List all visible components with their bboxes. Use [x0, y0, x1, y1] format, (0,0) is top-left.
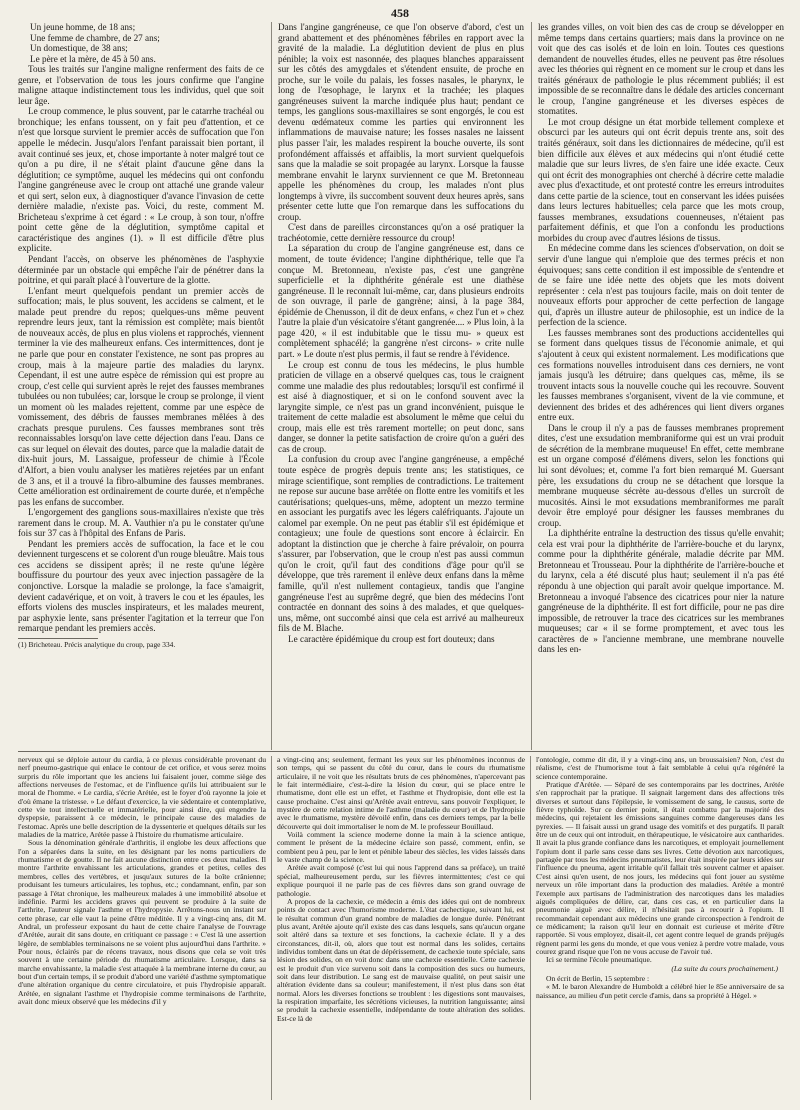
section-divider	[18, 751, 784, 752]
page-number: 458	[391, 6, 409, 20]
column-divider	[531, 22, 532, 750]
paragraph: l'ontologie, comme dit dit, il y a vingt-cinq ans, un broussaisien? Non, c'est du réalisme, c'est de l'humorisme tout à fait semblable à celui qu'a régénéré la science contemporaine.	[536, 756, 784, 781]
paragraph: A propos de la cachexie, ce médecin a émis des idées qui ont de nombreux points de contact avec l'humorisme moderne. L'état cachectique, suivant lui, est le résultat commun d'un grand nombre de maladies de longue durée. Pénétrant plus avant, Arétée ajoute qu'il existe des cas dans lesquels, sans qu'aucun organe soit altéré dans sa texture et ses fonctions, la cachexie éclate. Il y a des circonstances, dit-il, où, alors que tout est normal dans les solides, certains individus tombent dans un état de dépérissement, de cachexie toute spéciale, sans lésion des solides, on en voit donc dans une cachexie essentielle. Cette cachexie est le produit d'un vice survenu soit dans la composition des sucs ou humeurs, soit dans leur distribution. Le sang est de mauvaise qualité, on peut saisir une altération évidente dans sa couleur; manifestement, il n'est plus dans son état normal. Alors les diverses fonctions se troublent : les digestions sont mauvaises, la respiration imparfaite, les sécrétions vicieuses, la nutrition languissante; ainsi se produit la cachexie essentielle, indépendante de toute altération des solides. Est-ce là de	[277, 896, 525, 1023]
paragraph: Dans l'angine gangréneuse, ce que l'on observe d'abord, c'est un grand abattement et des phénomènes fébriles en rapport avec la gravité de la maladie. La déglutition devient de plus en plus pénible; la voix est nasonnée, des plaques blanches apparaissent sur les côtés des amygdales et s'étendent ensuite, de proche en proche, sur le voile du palais, les fosses nasales, le pharynx, le long de l'œsophage, le larynx et la trachée; les plaques gangréneuses suivent la marche indiquée plus haut; pendant ce temps, les ganglions sous-maxillaires se sont engorgés, le cou est devenu œdémateux comme les parties qui environnent les inflammations de mauvaise nature; les fosses nasales ne laissent plus passer l'air, les malades respirent la bouche ouverte, ils sont profondément affaissés et affaiblis, la mort survient quelquefois sans que la maladie se soit propagée au larynx. Lorsque la fausse membrane envahit le larynx surviennent ce que M. Bretonneau appelle les phénomènes du croup, les malades n'ont plus longtemps à vivre, ils succombent souvent deux heures après, sans présenter cette lutte que l'on remarque dans les suffocations du croup.	[278, 22, 524, 222]
paragraph: Le caractère épidémique du croup est fort douteux; dans	[288, 633, 495, 644]
paragraph: Le croup est connu de tous les médecins, le plus humble praticien de village en a observé quelques cas, tous le craignent comme une maladie des plus redoutables; lorsqu'il est confirmé il est aisé à diagnostiquer, et si on le confond souvent avec la laryngite simple, ce n'est pas un grand inconvénient, puisque le traitement de cette maladie est absolument le même que celui du croup, mais elle est très rarement mortelle; on peut donc, sans danger, se donner la petite satisfaction de croire qu'on a guéri des cas de croup.	[278, 359, 524, 454]
paragraph: Ici se termine l'école pneumatique.	[546, 955, 652, 965]
lower-column-2	[277, 756, 525, 1100]
paragraph: a vingt-cinq ans; seulement, fermant les yeux sur les phénomènes inconnus de son temps, qui se passent du côté du cœur, dans le cours du rhumatisme articulaire, il ne voit que les résultats bruts de ces phénomènes, n'apercevant pas le fait intermédiaire, c'est-à-dire la lésion du cœur, qui se place entre le rhumatisme, dont elle est un effet, et l'asthme et l'hydropisie, dont elle est la cause prochaine. C'est ainsi qu'Arétée avait entrevu, sans pouvoir l'expliquer, le mystère de cette relation intime de l'asthme (maladie du cœur) et de l'hydropisie avec le rhumatisme, mystère dévoilé enfin, dans ces derniers temps, par la belle découverte qui doit immortaliser le nom de M. le professeur Bouillaud.	[277, 756, 525, 831]
column-divider	[271, 22, 272, 750]
lower-column-1	[18, 756, 266, 1100]
lower-column-3	[536, 756, 784, 1100]
paragraph: L'engorgement des ganglions sous-maxillaires n'existe que très rarement dans le croup. M. A. Vauthier n'a pu le constater qu'une fois sur 37 cas à l'hôpital des Enfans de Paris.	[18, 507, 264, 539]
upper-column-1	[18, 22, 264, 750]
footnote-rule	[18, 638, 98, 639]
list-item: Un domestique, de 38 ans;	[30, 43, 128, 54]
upper-article	[18, 22, 784, 750]
lower-article	[18, 756, 784, 1100]
paragraph: Sous la dénomination générale d'arthritis, il englobe les deux affections que l'on a séparées dans la suite, en les désignant par les noms particuliers de rhumatisme et de goutte. Il ne fait aucune distinction entre ces deux maladies. Il montre l'arthrite envahissant les articulations, grandes et petites, celles des membres, celles des vertèbres, et jusqu'aux sutures de la boîte crânienne; produisant les tumeurs articulaires, les tophus, etc.; condamnant, enfin, par son passage à l'état chronique, les malheureux malades à une immobilité absolue et indéfinie. Parmi les accidens graves qui peuvent se produire à la suite de l'arthrite, l'auteur signale l'asthme et l'hydropysie. Arrêtons-nous un instant sur cette phrase, car elle vaut la peine d'être méditée. Il y a vingt-cinq ans, dit M. Andral, un professeur exposant du haut de cette chaire l'analyse de l'ouvrage d'Arétée, aurait dit sans doute, en critiquant ce passage : « C'est là une assertion légère, de semblables terminaisons ne se voient plus aujourd'hui dans l'arthrite. » Pour nous, éclairés par de récens travaux, nous disons que cela se voit très souvent à une certaine période du rhumatisme articulaire. Lorsque, dans sa marche envahissante, la maladie s'est attaquée à la membrane interne du cœur, au bout d'un certain temps, il se produit d'abord une variété d'asthme symptomatique d'une altération organique du centre circulatoire, et puis l'hydropisie apparaît. Arétée, en signalant l'asthme et l'hydropisie comme terminaisons de l'arthrite, avait donc mieux observé que les médecins d'il y	[18, 838, 266, 1006]
paragraph: Dans le croup il n'y a pas de fausses membranes proprement dites, c'est une exsudation membraniforme qui est un vrai produit de sécrétion de la membrane muqueuse! En effet, cette membrane est un organe composé d'élémens divers, selon les fonctions qui lui sont dévolues; et, comme l'a fort bien remarqué M. Guersant père, les exsudations du croup ne se détachent que lorsque la membrane muqueuse sécrète au-dessous d'elles un surcroît de mucosités. Ainsi le mot exsudations membraniformes me paraît devoir être employé pour désigner les fausses membranes du croup.	[538, 422, 784, 528]
news-item: « M. le baron Alexandre de Humboldt a célébré hier le 85e anniversaire de sa naissance, au milieu d'un petit cercle d'amis, dans sa propriété à Hégel. »	[536, 982, 784, 1000]
paragraph: C'est dans de pareilles circonstances qu'on a osé pratiquer la trachéotomie, cette dernière ressource du croup!	[278, 222, 524, 243]
paragraph: Pratique d'Arétée. — Séparé de ses contemporains par les doctrines, Arétée s'en rapprochait par la pratique. Il saignait largement dans des affections très diverses et surtout dans l'épilepsie, le vomissement de sang, le causus, sorte de fièvre typhoïde. Sur ce dernier point, il était combattu par la majorité des médecins, qui rejetaient les émissions sanguines comme dangereuses dans les pyrexies. — Il faisait aussi un grand usage des vomitifs et des purgatifs. Il paraît être un de ceux qui ont introduit, en thérapeutique, le vésicatoire aux cantharides. Il avait la plus grande confiance dans les narcotiques, et employait journellement l'opium dont il parle sans cesse dans ses livres. Cette dévotion aux narcotiques, partagée par tous les médecins pneumatistes, leur était inspirée par leurs idées sur l'influence du pneuma, agent irritable qu'il fallait très souvent calmer et apaiser. C'est ainsi qu'en usent, de nos jours, les médecins qui font jouer au système nerveux un rôle important dans la production des maladies. Arétée a montré l'exemple aux partisans de l'administration des narcotiques dans les maladies aiguës compliquées de délire, car, dans ces cas, et en particulier dans la pneumonie aiguë avec délire, il n'hésitait pas à recourir à l'opium. Il recommandait cependant aux médecins une grande circonspection à l'endroit de ce médicament; la raison qu'il leur en donnait est curieuse et mérite d'être rapportée. Si vous employez, disait-il, cet agent contre lequel de grands préjugés règnent parmi les gens du monde, et que vous veniez à perdre votre malade, vous courez grand risque que l'on ne vous accuse de l'avoir tué.	[536, 780, 784, 956]
paragraph: La diphthérite entraîne la destruction des tissus qu'elle envahit; cela est vrai pour la diphthérite de l'arrière-bouche et du larynx, comme pour la diphthérite générale, maladie décrite par MM. Bretonneau et Trousseau. Pour la diphthérite de l'arrière-bouche et du larynx, cela a été discuté plus haut; seulement il n'a pas été répondu à une objection qui paraît avoir quelque importance. M. Bretonneau a invoqué l'absence des cicatrices pour nier la nature gangréneuse de la diphthérite. Il est fort difficile, pour ne pas dire impossible, de retrouver la trace des cicatrices sur les membranes muqueuses; car « il se forme promptement, et avec tous les caractères de » l'ancienne membrane, une membrane nouvelle dans les en-	[538, 528, 784, 655]
victim-list	[18, 22, 264, 64]
upper-column-3	[538, 22, 784, 750]
list-item: Le père et la mère, de 45 à 50 ans.	[30, 53, 156, 64]
paragraph: Pendant les premiers accès de suffocation, la face et le cou deviennent turgescens et se colorent d'un rouge bleuâtre. Mais tous ces accidens se dissipent après; il ne reste qu'une légère bouffissure du pourtour des yeux avec injection passagère de la conjonctive. Lorsque la maladie se prolonge, la face s'amaigrit, devient cadavérique, et on voit, à travers le cou et les épaules, les efforts violens des muscles inspirateurs, et les malades meurent, par asphyxie lente, sans présenter l'agitation et la terreur que l'on remarque pendant les premiers accès.	[18, 538, 264, 634]
paragraph: Le croup commence, le plus souvent, par le catarrhe trachéal ou bronchique; les enfans toussent, on y fait peu d'attention, et ce n'est que lorsque survient le premier accès de suffocation que l'on appelle le médecin. Jusqu'alors l'enfant paraissait bien portant, il avait continué ses jeux, et, chose importante à noter malgré tout ce qu'on a pu dire, il ne s'était plaint d'aucune gêne dans la déglutition; ce symptôme, auquel les médecins qui ont confondu l'angine gangréneuse avec le croup ont attaché une grande valeur et qui sert, selon eux, à diagnostiquer d'avance l'invasion de cette dernière maladie, n'existe pas. Voici, du reste, comment M. Bricheteau s'exprime à cet égard : « Le croup, à son tour, n'offre point cette gêne de la déglutition, symptôme capital et caractéristique des angines (1). » Il est difficile d'être plus explicite.	[18, 106, 264, 254]
paragraph: les grandes villes, on voit bien des cas de croup se développer en même temps dans certains quartiers; mais dans la province on ne voit que des cas isolés et de loin en loin. Toutes ces questions demandent de nouvelles études, elles ne peuvent pas être résolues avec les théories qui règnent en ce moment sur le croup et dans les traités généraux de pathologie le plus récemment publiés; il est impossible de se reconnaître dans le dédale des articles concernant le croup, l'angine gangréneuse et les diverses espèces de stomatites.	[538, 22, 784, 117]
paragraph: Pendant l'accès, on observe les phénomènes de l'asphyxie déterminée par un obstacle qui empêche l'air de pénétrer dans la poitrine, et qui paraît placé à l'ouverture de la glotte.	[18, 254, 264, 286]
paragraph: Le mot croup désigne un état morbide tellement complexe et obscurci par les auteurs qui ont écrit depuis trente ans, soit des traités généraux, soit dans les dictionnaires de médecine, qu'il est bien difficile aux élèves et aux médecins qui n'ont étudié cette maladie que sur leurs livres, de s'en faire une idée exacte. Ceux qui ont écrit des monographies ont cherché à décrire cette maladie avec plus d'exactitude, et ont protesté contre les erreurs introduites dans cette partie de la science, tout en conservant les idées puisées dans leurs lectures habituelles; cela parce que les mots croup, fausses membranes, exsudations couenneuses, n'étaient pas parfaitement définis, et que l'on a confondu les productions morbides du croup avec d'autres lésions de tissus.	[538, 116, 784, 243]
footnote: (1) Bricheteau. Précis analytique du croup, page 334.	[18, 639, 176, 649]
paragraph: nerveux qui se déploie autour du cardia, à ce plexus considérable provenant du nerf pneumo-gastrique qui enlace le contour de cet orifice, et vous serez moins surpris du rôle important que les anciens lui faisaient jouer, comme siège des affections nerveuses de l'estomac, et de l'influence qu'ils lui attribuaient sur le moral de l'homme. « Le cardia, s'écrie Arétée, est le foyer d'où rayonne la joie et d'où émane la tristesse. » Le défaut d'exercice, la vie sédentaire et contemplative, cette vie tout intellectuelle et immatérielle, pour ainsi dire, qui engendre la dyspepsie, paraissent à ce médecin, le principale cause des maladies de l'estomac. Après une belle description de la dyssenterie et quelques détails sur les maladies de la matrice, Arétée passe à l'histoire du rhumatisme articulaire.	[18, 756, 266, 840]
upper-column-2	[278, 22, 524, 750]
paragraph: L'enfant meurt quelquefois pendant un premier accès de suffocation; mais, le plus souvent, les accidens se calment, et le malade peut prendre du repos; quelques-uns même peuvent reprendre leurs jeux, tant la rémission est complète; mais bientôt de nouveaux accès, de plus en plus violens et rapprochés, viennent terminer la vie des malheureux enfans. Ces intermittences, dont je ne parle que pour en constater l'existence, ne sont pas propres au croup, mais à la majeure partie des maladies du larynx. Cependant, il est une autre espèce de rémission qui est propre au croup, c'est celle qui survient après le rejet des fausses membranes tubulées ou non tubulées; car, lorsque le croup se prolonge, il vient un moment où les malades rejettent, comme par une espèce de vomissement, des débris de fausses membranes mêlées à des crachats presque purulens. Ces fausses membranes sont très reconnaissables lorsqu'on lave cette déjection dans l'eau. Dans ce cas sur lequel on élevait des doutes, parce que la maladie datait de dix-huit jours, M. Lassaigue, professeur de chimie à l'École d'Alfort, a bien voulu analyser les matières rejetées par un enfant de 3 ans, et il a trouvé la fibro-albumine des fausses membranes. Cette amélioration est ordinairement de courte durée, et n'empêche pas les enfans de succomber.	[18, 285, 264, 507]
news-dateline: On écrit de Berlin, 15 septembre :	[546, 973, 650, 983]
paragraph: Voilà comment la science moderne donne la main à la science antique, comment le présent de la médecine éclaire son passé, comment, enfin, se combient peu à peu, par le lent et pénible labeur des siècles, les vides laissés dans le vaste champ de la science.	[277, 830, 525, 865]
list-item: Une femme de chambre, de 27 ans;	[30, 32, 160, 43]
continuation-note: (La suite du cours prochainement.)	[671, 963, 778, 973]
paragraph: En médecine comme dans les sciences d'observation, on doit se servir d'une langue qui n'emploie que des termes précis et non équivoques; sans cette condition il est impossible de s'entendre et de se faire une idée nette des objets que les mots doivent représenter : cela n'est pas toujours facile, mais on doit tenter de nouveaux efforts pour approcher de cette perfection de langage qui, d'après un illustre auteur de philosophie, est un indice de la perfection de la science.	[538, 243, 784, 328]
list-item: Un jeune homme, de 18 ans;	[30, 22, 136, 32]
paragraph: La séparation du croup de l'angine gangréneuse est, dans ce moment, de toute évidence; l'angine diphthérique, telle que l'a conçue M. Bretonneau, n'existe pas, c'est une gangrène superficielle et la diphthérite générale est une diathèse gangréneuse. Il le reconnaît lui-même, car, dans plusieurs endroits de son ouvrage, il parle de gangrène; ainsi, à la page 384, épidémie de Chenusson, il dit de deux enfans, « chez l'un et » chez l'autre la plaie d'un vésicatoire s'étant gangrenée.... » Plus loin, à la page 420, « il est indubitable que le tissu mu- » queux est complètement sphacélé; la gangrène n'est circons- » crite nulle part. » Le doute n'est plus permis, il faut se rendre à l'évidence.	[278, 243, 524, 359]
paragraph: La confusion du croup avec l'angine gangréneuse, a empêché toute espèce de progrès depuis trente ans; les statistiques, ce mirage scientifique, sont remplies de contradictions. Le traitement ne repose sur aucune base arrêtée on flotte entre les vomitifs et les cautérisations; quelques-uns, même, adoptent un mezzo termine en associant les purgatifs avec les légers caléfriquants. J'ajoute un calomel par exemple. On ne peut pas établir s'il est épidémique et contagieux; une foule de questions sont encore à éclaircir. En adoptant la distinction que je cherche à faire prévaloir, on pourra s'assurer, par l'observation, que le croup n'est pas aussi commun qu'on le croit, qu'il faut des conditions d'âge pour qu'il se développe, que très rarement il enlève deux enfans dans la même famille, qu'il n'est nullement contagieux, tandis que l'angine gangréneuse l'est au suprême degré, que bien des médecins l'ont contractée en donnant des soins à des malades, et que quelques-uns, même, ont succombé ainsi que cela est arrivé au malheureux fils de M. Blache.	[278, 454, 524, 634]
paragraph: Arétée avait composé (c'est lui qui nous l'apprend dans sa préface), un traité spécial, malheureusement perdu, sur les fièvres intermittentes; c'est ce qui explique pourquoi il ne parle pas de ces fièvres dans son grand ouvrage de pathologie.	[277, 863, 525, 898]
paragraph: Tous les traités sur l'angine maligne renferment des faits de ce genre, et l'observation de tous les jours confirme que l'angine maligne attaque indistinctement tous les individus, quel que soit leur âge.	[18, 64, 264, 106]
paragraph: Les fausses membranes sont des productions accidentelles qui se forment dans quelques tissus de l'économie animale, et qui s'ajoutent à ceux qui existent normalement. Les modifications que ces formations nouvelles introduisent dans ces derniers, ne vont jamais jusqu'à les détruire; dans quelques cas, même, ils se trouvent intacts sous la nouvelle couche qui les recouvre. Souvent les fausses membranes s'organisent, vivent de la vie commune, et deviennent des brides et des adhérences qui lient divers organes entre eux.	[538, 327, 784, 423]
column-divider	[271, 756, 272, 1100]
column-divider	[530, 756, 531, 1100]
